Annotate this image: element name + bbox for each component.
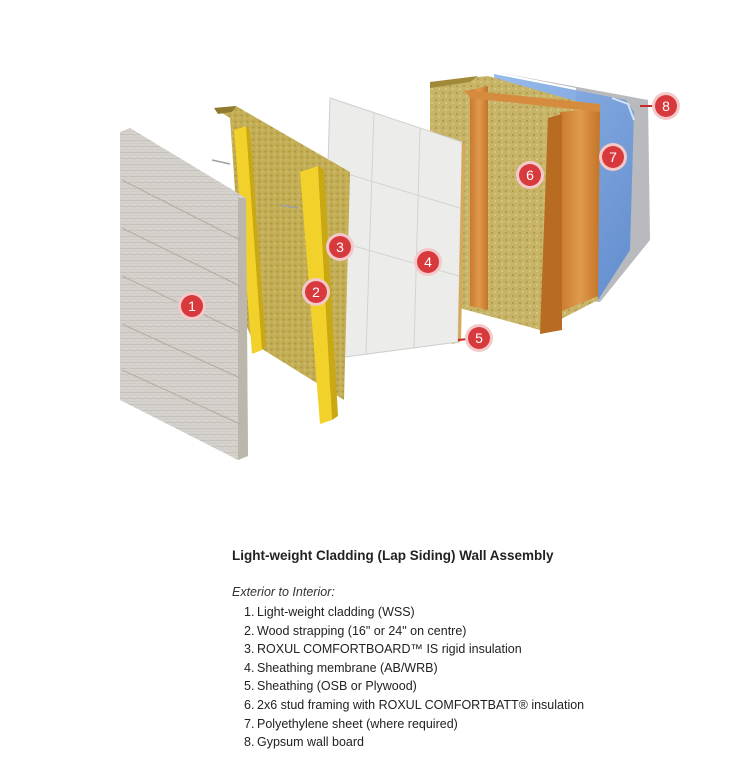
- callout-number: 7: [609, 149, 617, 165]
- callout-2: [302, 278, 330, 306]
- callout-number: 6: [526, 167, 534, 183]
- callout-6: [516, 161, 544, 189]
- callout-number: 1: [188, 298, 196, 314]
- lap-siding-cladding: [120, 128, 248, 460]
- caption: [232, 548, 732, 752]
- callout-number: 8: [662, 98, 670, 114]
- caption-title: Light-weight Cladding (Lap Siding) Wall Assembly: [232, 548, 554, 563]
- list-item: 6. 2x6 stud framing with ROXUL COMFORTBATT® insulation: [244, 697, 585, 712]
- list-item: 3. ROXUL COMFORTBOARD™ IS rigid insulation: [244, 642, 522, 657]
- layer-list: [232, 603, 732, 752]
- list-item: 8. Gypsum wall board: [244, 735, 364, 750]
- callout-number: 2: [312, 284, 320, 300]
- list-item: 1. Light-weight cladding (WSS): [244, 605, 415, 619]
- list-item: 7. Polyethylene sheet (where required): [244, 716, 458, 731]
- callout-1: [178, 292, 206, 320]
- callout-3: [326, 233, 354, 261]
- callout-number: 5: [475, 330, 483, 346]
- list-item: 5. Sheathing (OSB or Plywood): [244, 679, 417, 694]
- list-item: 2. Wood strapping (16" or 24" on centre): [244, 623, 467, 638]
- callout-4: [414, 248, 442, 276]
- callout-number: 4: [424, 254, 432, 270]
- list-item: 4. Sheathing membrane (AB/WRB): [244, 660, 438, 675]
- callout-number: 3: [336, 239, 344, 255]
- callout-5: [458, 324, 493, 352]
- caption-subtitle: Exterior to Interior:: [232, 585, 335, 599]
- callout-7: [599, 143, 627, 171]
